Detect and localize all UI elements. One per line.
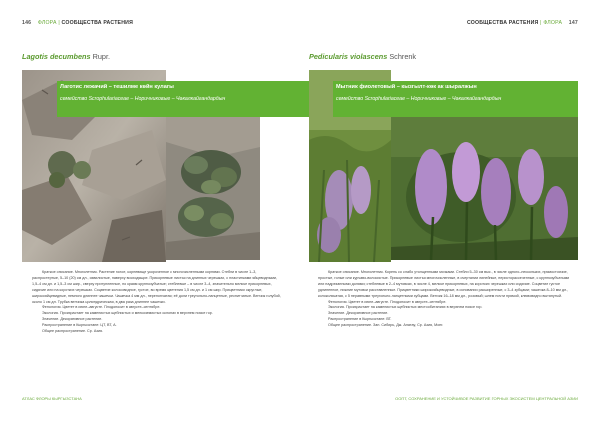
right-page-number: 147 — [568, 20, 578, 26]
right-header-section: ФЛОРА — [543, 20, 563, 26]
left-species-author: Rupr. — [92, 52, 111, 61]
left-band-family: семейство Scrophulariaceae – Норичниковые – Чөкалкайгандардын — [60, 96, 226, 102]
right-band-title: Мытник фиолетовый – кызгылт-көк ак шыралжын — [336, 84, 477, 90]
right-photo-flowers — [391, 117, 578, 260]
left-desc-paragraph: Значение. Декоративное растение. — [42, 317, 103, 322]
right-species-latin: Pedicularis violascens — [309, 52, 388, 61]
left-species-latin: Lagotis decumbens — [22, 52, 91, 61]
left-description — [32, 270, 284, 335]
right-header-title: СООБЩЕСТВА РАСТЕНИЯ — [466, 20, 539, 26]
left-desc-paragraph: Экология. Произрастает на каменистых щебнистых и мелкоземистых склонах в верхнем поясе гор. — [42, 311, 213, 316]
right-species-title — [309, 52, 416, 61]
left-header: 146 ФЛОРА | СООБЩЕСТВА РАСТЕНИЯ — [22, 20, 134, 26]
right-title-band — [333, 81, 578, 117]
right-desc-paragraph: Краткое описание. Многолетник. Корень со слабо утолщенными мочками. Стебли 5–30 см выс., в числе одного–нескольких, прямостоячие, простые, голые или курчаво-волосистые. Прикорневые листья многочисленные, в очертании линейные, перисторассеченные, с крупнозубчатыми или надрезанными долями; стеблевые в 2–4 мутовках, в числе 4, мельче прикорневых, на коротких черешках или сидячие. Соцветие густое удлиненное, нижние мутовки расставленные. Прицветники широкояйцевидные, в основании расширенные, с 3–4 зубцами; чашечка 8–10 мм дл., колокольчатая, с 5 неравными треугольно-ланцетными зубцами. Венчик 16–18 мм дл., розовый; шлем почти прямой, клювовидно вытянутый. — [318, 270, 570, 298]
left-page-number: 146 — [22, 20, 32, 26]
left-footer: АТЛАС ФЛОРЫ КЫРГЫЗСТАНА — [22, 396, 82, 401]
right-band-family: семейство Scrophulariaceae – Норичниковые – Чөкалкайгандардын — [336, 96, 502, 102]
left-desc-paragraph: Краткое описание. Многолетник. Растение голое, корневище укороченное с многочисленными корнями. Стебли в числе 1–3, распростертые, 5–10 (20) см дл., извилистые, наверху восходящие. Прикорневые листья на длинных черешках, с пластинками яйцевидными, 1,5–4 см дл. и 1,5–3 см шир., сверху притупленные, по краям крупнозубчатые; стеблевые – в числе 3–4, значительно мельче прикорневых, сидячие или на коротких черешках. Соцветие колосовидное, густое, во время цветения 1,5 см дл. и 1 см шир. Прицветники округлые, широкояйцевидные, немного длиннее чашечки. Чашечка 4 мм дл., перепончатая; её доли треугольно-ланцетные, реснитчатые. Венчик голубой, около 1 см дл. Трубка венчика цилиндрическая, в два раза длиннее чашечки. — [32, 270, 281, 304]
right-footer: ООПТ, СОХРАНЕНИЕ И УСТОЙЧИВОЕ РАЗВИТИЕ ГОРНЫХ ЭКОСИСТЕМ ЦЕНТРАЛЬНОЙ АЗИИ — [395, 396, 578, 401]
right-description — [318, 270, 576, 329]
right-desc-paragraph: Фенология. Цветет в июне–августе. Плодоносит в августе–сентябре. — [328, 299, 447, 304]
left-header-section: ФЛОРА — [37, 20, 57, 26]
right-header: СООБЩЕСТВА РАСТЕНИЯ | ФЛОРА 147 — [466, 20, 578, 26]
left-desc-paragraph: Фенология. Цветет в июне–августе. Плодоносит в августе–сентябре. — [42, 305, 161, 310]
right-desc-paragraph: Экология. Произрастает на каменистых щебнистых местообитаниях в верхнем поясе гор. — [328, 305, 483, 310]
right-desc-paragraph: Общее распространение. Зап. Сибирь, Дж. Алатау, Ср. Азия, Монг. — [328, 323, 444, 328]
left-species-title — [22, 52, 110, 61]
left-photo-plant — [166, 117, 260, 260]
right-species-author: Schrenk — [389, 52, 417, 61]
left-desc-paragraph: Распространение в Кыргызстане: ЦТ, ВТ, А. — [42, 323, 117, 328]
left-title-band — [57, 81, 315, 117]
left-desc-paragraph: Общее распространение. Ср. Азия. — [42, 329, 104, 334]
left-header-title: СООБЩЕСТВА РАСТЕНИЯ — [61, 20, 134, 26]
right-desc-paragraph: Распространение в Кыргызстане: ВТ. — [328, 317, 392, 322]
right-desc-paragraph: Значение. Декоративное растение. — [328, 311, 389, 316]
left-band-title: Лаготис лежачий – тешилме көйн кулагы — [60, 84, 174, 90]
